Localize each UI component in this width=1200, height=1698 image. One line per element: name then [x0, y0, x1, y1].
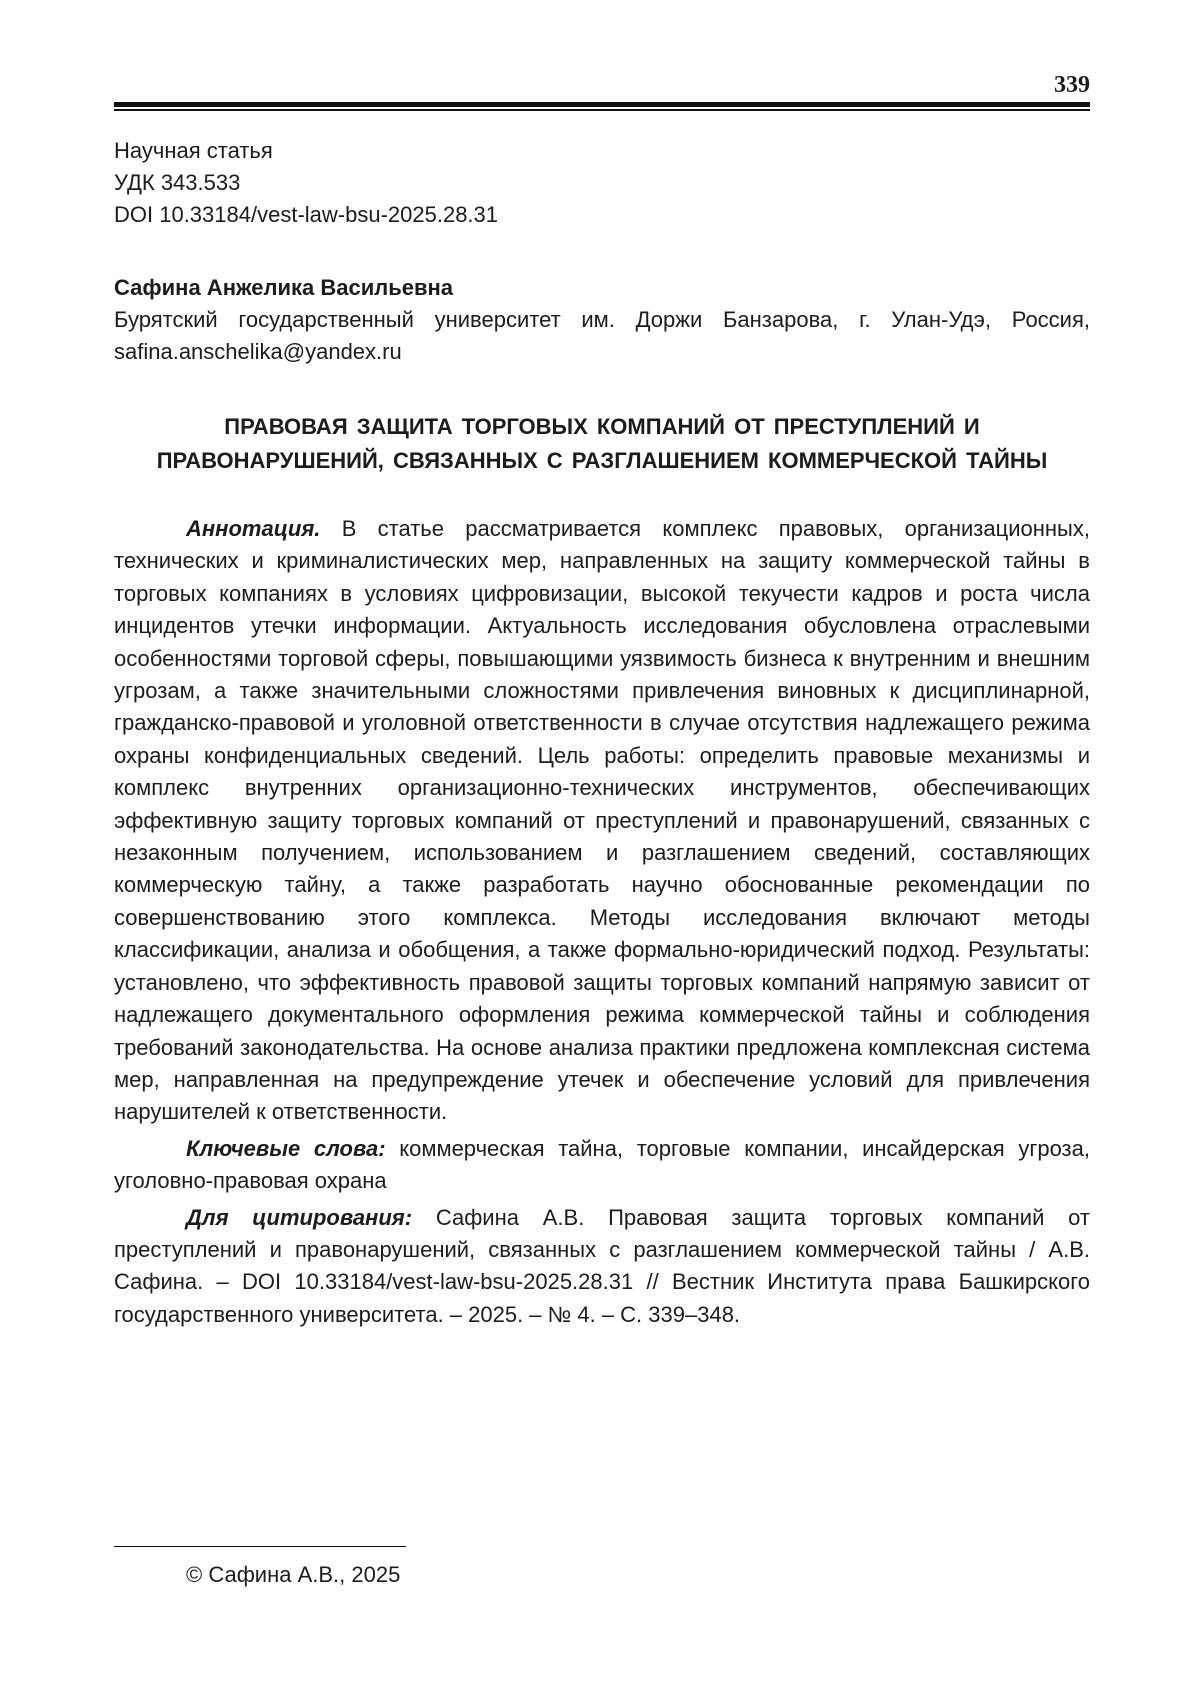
udc-code: УДК 343.533 — [114, 170, 241, 195]
article-meta — [114, 135, 1090, 231]
article-front-matter — [114, 513, 1090, 1335]
article-type: Научная статья — [114, 138, 273, 163]
article-title-line-1: ПРАВОВАЯ ЗАЩИТА ТОРГОВЫХ КОМПАНИЙ ОТ ПРЕСТУПЛЕНИЙ И — [224, 414, 980, 439]
citation-paragraph — [114, 1202, 1090, 1332]
header-rule-thin — [114, 109, 1090, 111]
keywords-label: Ключевые слова: — [186, 1135, 386, 1161]
keywords-text: коммерческая тайна, торговые компании, инсайдерская угроза, уголовно-правовая охрана — [114, 1135, 1090, 1194]
copyright-footnote: © Сафина А.В., 2025 — [186, 1562, 401, 1587]
citation-label: Для цитирования: — [186, 1204, 413, 1230]
author-name: Сафина Анжелика Васильевна — [114, 275, 454, 300]
abstract-text: В статье рассматривается комплекс правовых, организационных, технических и криминалистических мер, направленных на защиту коммерческой тайны в торговых компаниях в условиях цифровизации, высокой текучести кадров и роста числа инцидентов утечки информации. Актуальность исследования обусловлена отраслевыми особенностями торговой сферы, повышающими уязвимость бизнеса к внутренним и внешним угрозам, а также значительными сложностями привлечения виновных к дисциплинарной, гражданско-правовой и уголовной ответственности в случае отсутствия надлежащего режима охраны конфиденциальных сведений. Цель работы: определить правовые механизмы и комплекс внутренних организационно-технических инструментов, обеспечивающих эффективную защиту торговых компаний от преступлений и правонарушений, связанных с незаконным получением, использованием и разглашением сведений, составляющих коммерческую тайну, а также разработать научно обоснованные рекомендации по совершенствованию этого комплекса. Методы исследования включают методы классификации, анализа и обобщения, а также формально-юридический подход. Результаты: установлено, что эффективность правовой защиты торговых компаний напрямую зависит от надлежащего документального оформления режима коммерческой тайны и соблюдения требований законодательства. На основе анализа практики предложена комплексная система мер, направленная на предупреждение утечек и обеспечение условий для привлечения нарушителей к ответственности. — [114, 516, 1090, 1125]
abstract-label: Аннотация. — [186, 516, 321, 541]
keywords-paragraph — [114, 1133, 1090, 1198]
author-affiliation: Бурятский государственный университет им. Доржи Банзарова, г. Улан-Удэ, Россия, safina.anschelika@yandex.ru — [114, 307, 1090, 364]
article-title-line-2: ПРАВОНАРУШЕНИЙ, СВЯЗАННЫХ С РАЗГЛАШЕНИЕМ КОММЕРЧЕСКОЙ ТАЙНЫ — [156, 448, 1048, 473]
author-block — [114, 272, 1090, 368]
doi: DOI 10.33184/vest-law-bsu-2025.28.31 — [114, 202, 499, 227]
header-rule — [114, 102, 1090, 107]
footnote-rule — [114, 1546, 406, 1547]
abstract-paragraph — [114, 513, 1090, 1129]
article-title — [114, 410, 1090, 478]
citation-text: Сафина А.В. Правовая защита торговых компаний от преступлений и правонарушений, связанных с разглашением коммерческой тайны / А.В. Сафина. – DOI 10.33184/vest-law-bsu-2025.28.31 // Вестник Института права Башкирского государственного университета. – 2025. – № 4. – С. 339–348. — [114, 1204, 1090, 1327]
page-number: 339 — [1054, 72, 1090, 98]
